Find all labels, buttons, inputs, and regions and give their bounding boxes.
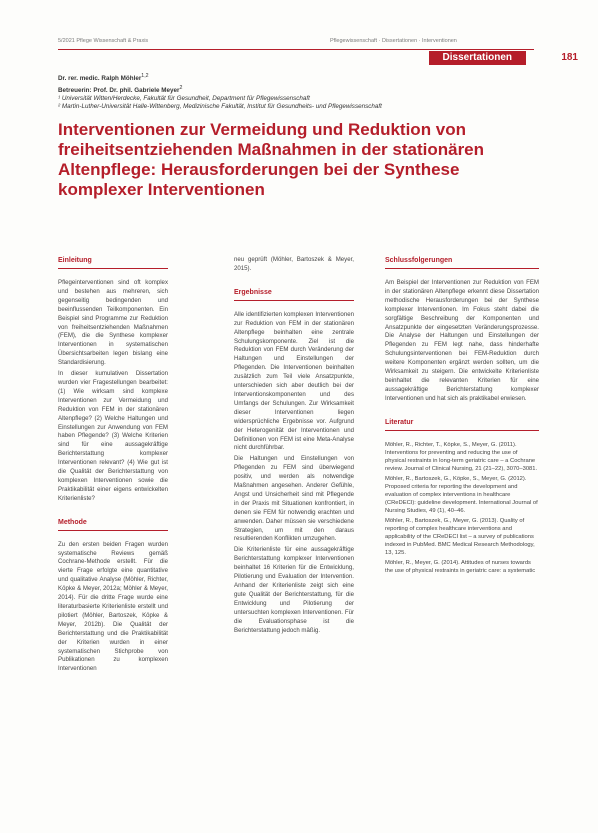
author-name: Dr. rer. medic. Ralph Möhler (58, 75, 142, 83)
heading-introduction: Einleitung (58, 256, 168, 269)
column-left (58, 256, 168, 676)
results-paragraph-2: Die Haltungen und Einstellungen von Pflegenden zu FEM sind überwiegend positiv, und werden als notwendige Maßnahmen angesehen. Anderer Gefühle, Angst und Unsicherheit sind mit Pflegende in der Praxis mit Situationen konfrontiert, in denen sie FEM für notwendig erachten und anwenden. Daher müssen sie verschiedene Strategien, um mit den daraus resultierenden Konflikten umzugehen. (234, 455, 354, 543)
reference-item: Möhler, R., Bartoszek, G., Meyer, G. (2013). Quality of reporting of complex healthcare interventions and applicability of the CReDECI list – a survey of publications indexed in PubMed. BMC Medical Research Methodology, 13, 125. (385, 517, 535, 557)
author-block (58, 72, 558, 112)
intro-paragraph-2: In dieser kumulativen Dissertation wurden vier Fragestellungen bearbeitet: (1) Wie wirksam sind komplexe Interventionen zur Vermeidung und Reduktion von FEM in der stationären Altenpflege? (2) Welche Haltungen und Einstellungen zur Anwendung von FEM haben Pflegende? (3) Welche Kriterien sind für eine aussagekräftige Berichterstattung komplexer Interventionen relevant? (4) Wie gut ist die Qualität der Berichterstattung von komplexen Interventionen sowie die Praktikabilität einer eigens entwickelten Kriterienliste? (58, 370, 168, 502)
running-header (58, 36, 578, 64)
supervisor-sup: 2 (179, 84, 183, 91)
methods-continuation: neu geprüft (Möhler, Bartoszek & Meyer, 2015). (234, 256, 354, 272)
reference-item: Möhler, R., Bartoszek, G., Köpke, S., Meyer, G. (2012). Proposed criteria for reporting the development and evaluation of complex interventions in healthcare (CReDECI): guideline development. International Journal of Nursing Studies, 49 (1), 40–46. (385, 475, 538, 515)
column-middle (234, 256, 354, 637)
page-number: 181 (561, 52, 578, 63)
section-tab: Dissertationen (429, 51, 526, 65)
header-journal-info: 5/2021 Pflege Wissenschaft & Praxis (58, 38, 149, 44)
header-running-title: Pflegewissenschaft · Dissertationen · Interventionen (330, 38, 457, 44)
intro-paragraph-1: Pflegeinterventionen sind oft komplex und bestehen aus mehreren, sich gegenseitig bedingenden und beeinflussenden Teilkomponenten. Ein Beispiel sind Programme zur Reduktion von freiheitsentziehenden Maßnahmen (FEM), die die Synthese komplexer Interventionen in systematischen Übersichtsarbeiten legen bislang eine Standardisierung. (58, 279, 168, 367)
results-paragraph-3: Die Kriterienliste für eine aussagekräftige Berichterstattung komplexer Interventionen beinhaltet 16 Kriterien für die Entwicklung, Pilotierung und Evaluation der Intervention. Anhand der Kriterienliste zeigt sich eine gute Qualität der Berichterstattung, für die Entwicklung und Pilotierung der untersuchten komplexen Interventionen. Für die Evaluationsphase ist die Berichterstattung jedoch mäßig. (234, 546, 354, 634)
heading-literature: Literatur (385, 418, 539, 431)
conclusion-paragraph: Am Beispiel der Interventionen zur Reduktion von FEM in der stationären Altenpflege erkennt diese Dissertation methodische Herausforderungen bei der Synthese komplexer Interventionen. Im Fokus steht dabei die sorgfältige Beschreibung der Komponenten und Ansatzpunkte der eingesetzten Veränderungsprozesse. Die Analyse der Haltungen und Einstellungen der Pflegenden zu FEM legt nahe, dass hinderhafte Schulungsinterventionen bei FEM-Reduktion durch weitere Komponenten ergänzt werden sollten, um die Wirksamkeit zu steigern. Die entwickelte Kriterienliste beinhaltet die relevanten Kriterien für eine aussagekräftige Berichterstattung komplexer Interventionen und hat sich als praktikabel erwiesen. (385, 279, 539, 402)
author-line (58, 72, 558, 84)
affiliation-1: ¹ Universität Witten/Herdecke, Fakultät für Gesundheit, Department für Pflegewissenschaft (58, 95, 310, 102)
heading-results: Ergebnisse (234, 288, 354, 301)
heading-methods: Methode (58, 518, 168, 531)
author-sup: 1,2 (141, 73, 149, 79)
reference-list (385, 441, 539, 575)
supervisor-line (58, 84, 558, 96)
methods-paragraph: Zu den ersten beiden Fragen wurden systematische Reviews gemäß Cochrane-Methode erstellt. Für die vierte Frage erfolgte eine quantitative und qualitative Analyse (Möhler, Richter, Köpke & Meyer, 2012a; Möhler & Meyer, 2014). Für die dritte Frage wurde eine literaturbasierte Kriterienliste erstellt und pilotiert (Möhler, Bartoszek, Köpke & Meyer, 2012b). Die Qualität der Berichterstattung und die Praktikabilität der Kriterien wurden in einer systematischen Stichprobe von Publikationen zu komplexen Interventionen (58, 540, 168, 673)
header-rule (58, 49, 534, 50)
heading-conclusions: Schlussfolgerungen (385, 256, 539, 269)
column-right (385, 256, 539, 576)
reference-item: Möhler, R., Meyer, G. (2014). Attitudes of nurses towards the use of physical restraints in geriatric care: a systematic (385, 559, 536, 574)
results-paragraph-1: Alle identifizierten komplexen Interventionen zur Reduktion von FEM in der stationären Altenpflege beinhalten eine zentrale Schulungskomponente. Ziel ist die Reduktion von FEM durch Veränderung der Haltungen und Einstellungen der Pflegenden. Die Interventionen beinhalten zusätzlich zum Teil viele Ansatzpunkte, unterschieden sich aber deutlich bei der Interventionskomponenten und des Umfangs der Schulungen. Zur Wirksamkeit dieser Interventionen liegen widersprüchliche Ergebnisse vor. Aufgrund der Heterogenität der Interventionen und Definitionen von FEM ist eine Meta-Analyse nicht durchführbar. (234, 310, 354, 452)
affiliation-2: ² Martin-Luther-Universität Halle-Wittenberg, Medizinische Fakultät, Institut für Gesundheits- und Pflegewissenschaft (58, 103, 382, 111)
article-title: Interventionen zur Vermeidung und Reduktion von freiheitsentziehenden Maßnahmen in der stationären Altenpflege: Herausforderungen bei der Synthese komplexer Interventionen (58, 120, 485, 199)
reference-item: Möhler, R., Richter, T., Köpke, S., Meyer, G. (2011). Interventions for preventing and reducing the use of physical restraints in long-term geriatric care – a Cochrane review. Journal of Clinical Nursing, 21 (21–22), 3070–3081. (385, 441, 538, 473)
supervisor-name: Betreuerin: Prof. Dr. phil. Gabriele Meyer (58, 86, 180, 94)
